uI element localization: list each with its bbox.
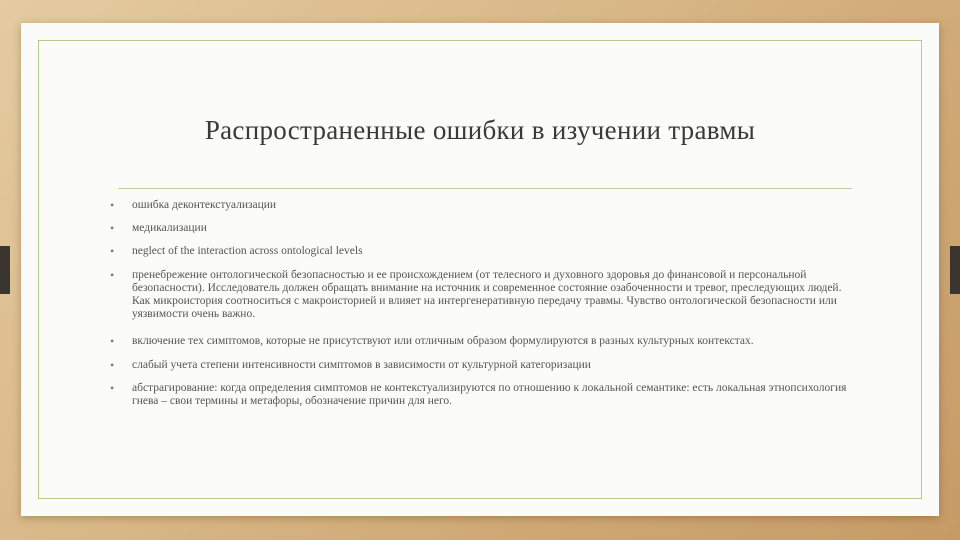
bullet-item bbox=[110, 199, 850, 212]
bullet-icon: • bbox=[110, 357, 115, 372]
right-side-tab bbox=[950, 246, 960, 294]
bullet-icon: • bbox=[110, 267, 115, 282]
bullet-icon: • bbox=[110, 244, 115, 259]
slide-title: Распространенные ошибки в изучении травмы bbox=[204, 115, 756, 145]
bullet-item bbox=[110, 335, 850, 348]
bullet-text: абстрагирование: когда определения симптомов не контекстуализируются по отношению к локальной семантике: есть локальная этнопсихология гнева – свои термины и метафоры, обозначение причин для него. bbox=[132, 381, 847, 408]
bullet-item bbox=[110, 382, 850, 408]
bullet-icon: • bbox=[110, 334, 115, 349]
bullet-icon: • bbox=[110, 198, 115, 212]
bullet-text: слабый учета степени интенсивности симптомов в зависимости от культурной категоризации bbox=[132, 358, 591, 371]
bullet-text: включение тех симптомов, которые не присутствуют или отличным образом формулируются в разных культурных контекстах. bbox=[132, 335, 754, 348]
bullet-text: пренебрежение онтологической безопасностью и ее происхождением (от телесного и духовного здоровья до финансовой и персональной безопасности). Исследователь должен обращать внимание на источник и современное состояние озабоченности и тревог, преследующих людей. Как микроистория соотноситься с макроисторией и влияет на интергенеративную передачу травмы. Чувство онтологической безопасности или уязвимости очень важно. bbox=[132, 268, 842, 321]
bullet-text: ошибка деконтекстуализации bbox=[132, 199, 277, 211]
left-side-tab bbox=[0, 246, 10, 294]
bullet-list bbox=[110, 199, 850, 418]
bullet-text: neglect of the interaction across ontological levels bbox=[132, 245, 363, 258]
bullet-text: медикализации bbox=[132, 222, 207, 235]
bullet-item bbox=[110, 222, 850, 235]
slide-card bbox=[21, 23, 939, 516]
bullet-item bbox=[110, 269, 850, 322]
bullet-icon: • bbox=[110, 380, 115, 395]
title-divider bbox=[118, 188, 852, 189]
bullet-item bbox=[110, 245, 850, 258]
bullet-icon: • bbox=[110, 221, 115, 236]
bullet-item bbox=[110, 359, 850, 372]
